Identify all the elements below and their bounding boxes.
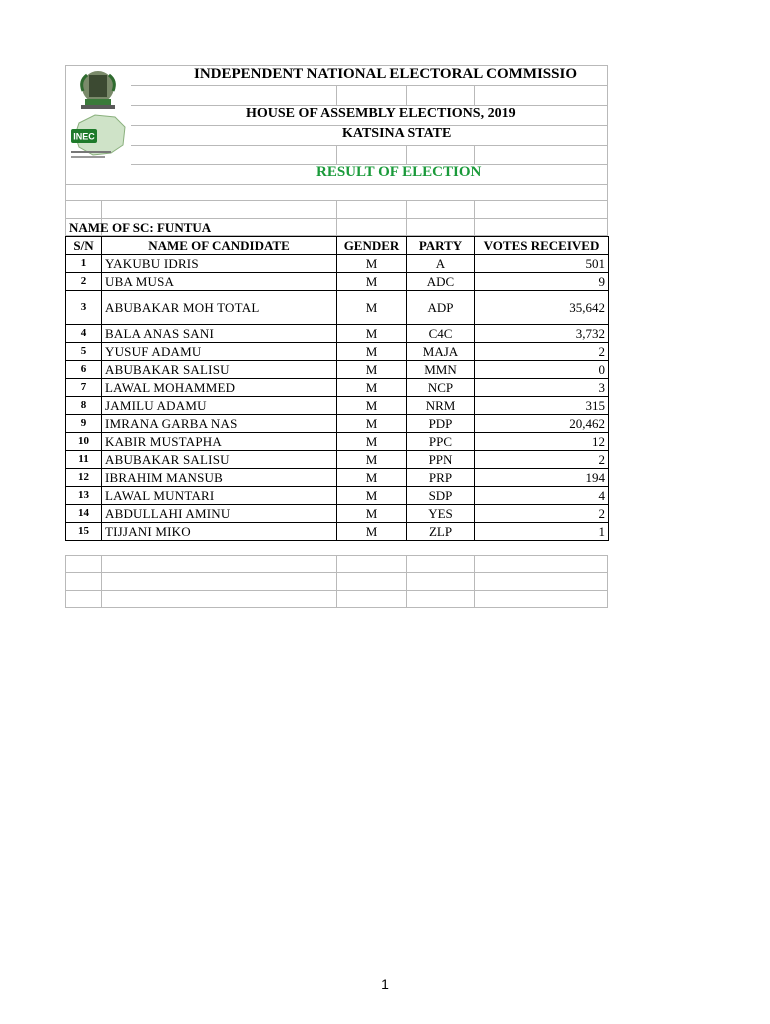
cell-votes: 35,642	[475, 291, 609, 325]
gridline	[336, 85, 337, 105]
inec-logo	[65, 65, 131, 165]
cell-party: A	[407, 255, 475, 273]
gridline	[474, 145, 475, 165]
gridline	[474, 200, 475, 236]
cell-gender: M	[337, 487, 407, 505]
cell-gender: M	[337, 397, 407, 415]
gridline	[336, 200, 337, 236]
cell-party: NCP	[407, 379, 475, 397]
gridline	[131, 145, 608, 146]
cell-gender: M	[337, 343, 407, 361]
table-row	[66, 255, 609, 273]
page-number: 1	[381, 976, 389, 992]
cell-sn: 1	[66, 255, 102, 273]
cell-party: ZLP	[407, 523, 475, 541]
cell-name: TIJJANI MIKO	[102, 523, 337, 541]
cell-gender: M	[337, 415, 407, 433]
cell-sn: 2	[66, 273, 102, 291]
cell-name: JAMILU ADAMU	[102, 397, 337, 415]
gridline	[131, 85, 608, 86]
cell-party: SDP	[407, 487, 475, 505]
cell-name: YAKUBU IDRIS	[102, 255, 337, 273]
table-row	[66, 451, 609, 469]
cell-party: C4C	[407, 325, 475, 343]
table-row	[66, 469, 609, 487]
org-title: INDEPENDENT NATIONAL ELECTORAL COMMISSIO	[194, 66, 577, 82]
cell-name: ABUBAKAR SALISU	[102, 361, 337, 379]
cell-party: PDP	[407, 415, 475, 433]
cell-votes: 2	[475, 451, 609, 469]
cell-sn: 3	[66, 291, 102, 325]
cell-votes: 4	[475, 487, 609, 505]
cell-votes: 2	[475, 505, 609, 523]
table-row	[66, 397, 609, 415]
cell-votes: 501	[475, 255, 609, 273]
cell-gender: M	[337, 433, 407, 451]
cell-party: ADC	[407, 273, 475, 291]
cell-sn: 8	[66, 397, 102, 415]
gridline	[406, 200, 407, 236]
cell-sn: 15	[66, 523, 102, 541]
cell-party: PPC	[407, 433, 475, 451]
col-party: PARTY	[407, 237, 475, 255]
cell-votes: 1	[475, 523, 609, 541]
cell-party: MAJA	[407, 343, 475, 361]
cell-gender: M	[337, 505, 407, 523]
inec-badge	[71, 129, 97, 143]
cell-party: YES	[407, 505, 475, 523]
table-row	[66, 361, 609, 379]
cell-name: BALA ANAS SANI	[102, 325, 337, 343]
gridline	[474, 555, 475, 608]
cell-name: IMRANA GARBA NAS	[102, 415, 337, 433]
gridline	[406, 145, 407, 165]
cell-name: ABUBAKAR MOH TOTAL	[102, 291, 337, 325]
gridline	[406, 555, 407, 608]
col-votes: VOTES RECEIVED	[475, 237, 609, 255]
cell-sn: 9	[66, 415, 102, 433]
cell-gender: M	[337, 523, 407, 541]
cell-gender: M	[337, 361, 407, 379]
state-title: KATSINA STATE	[342, 126, 452, 141]
table-row	[66, 505, 609, 523]
table-row	[66, 273, 609, 291]
cell-votes: 9	[475, 273, 609, 291]
cell-votes: 3	[475, 379, 609, 397]
cell-name: LAWAL MOHAMMED	[102, 379, 337, 397]
cell-votes: 315	[475, 397, 609, 415]
svg-text:INEC: INEC	[73, 131, 95, 142]
cell-votes: 2	[475, 343, 609, 361]
cell-name: UBA MUSA	[102, 273, 337, 291]
cell-gender: M	[337, 291, 407, 325]
cell-name: ABDULLAHI AMINU	[102, 505, 337, 523]
gridline	[474, 85, 475, 105]
cell-name: YUSUF ADAMU	[102, 343, 337, 361]
cell-sn: 6	[66, 361, 102, 379]
cell-gender: M	[337, 451, 407, 469]
cell-gender: M	[337, 379, 407, 397]
coat-of-arms-icon	[81, 71, 115, 109]
cell-votes: 194	[475, 469, 609, 487]
cell-gender: M	[337, 273, 407, 291]
table-row	[66, 379, 609, 397]
col-gender: GENDER	[337, 237, 407, 255]
cell-votes: 12	[475, 433, 609, 451]
cell-sn: 5	[66, 343, 102, 361]
cell-votes: 3,732	[475, 325, 609, 343]
cell-votes: 0	[475, 361, 609, 379]
cell-sn: 10	[66, 433, 102, 451]
cell-sn: 13	[66, 487, 102, 505]
cell-sn: 12	[66, 469, 102, 487]
table-row	[66, 343, 609, 361]
cell-sn: 11	[66, 451, 102, 469]
sc-label: NAME OF SC: FUNTUA	[69, 220, 212, 235]
cell-votes: 20,462	[475, 415, 609, 433]
table-row	[66, 415, 609, 433]
cell-name: IBRAHIM MANSUB	[102, 469, 337, 487]
cell-party: PRP	[407, 469, 475, 487]
cell-party: NRM	[407, 397, 475, 415]
cell-gender: M	[337, 255, 407, 273]
cell-gender: M	[337, 325, 407, 343]
cell-party: MMN	[407, 361, 475, 379]
table-header-row	[66, 237, 609, 255]
cell-party: ADP	[407, 291, 475, 325]
result-title: RESULT OF ELECTION	[316, 164, 482, 180]
gridline	[336, 145, 337, 165]
gridline	[65, 184, 608, 185]
table-row	[66, 433, 609, 451]
cell-sn: 7	[66, 379, 102, 397]
cell-name: ABUBAKAR SALISU	[102, 451, 337, 469]
col-name: NAME OF CANDIDATE	[102, 237, 337, 255]
election-title: HOUSE OF ASSEMBLY ELECTIONS, 2019	[246, 106, 516, 121]
gridline	[336, 555, 337, 608]
table-row	[66, 325, 609, 343]
cell-sn: 14	[66, 505, 102, 523]
cell-sn: 4	[66, 325, 102, 343]
table-row	[66, 487, 609, 505]
table-row	[66, 291, 609, 325]
table-row	[66, 523, 609, 541]
results-table	[65, 236, 609, 541]
gridline	[406, 85, 407, 105]
cell-name: LAWAL MUNTARI	[102, 487, 337, 505]
cell-name: KABIR MUSTAPHA	[102, 433, 337, 451]
cell-party: PPN	[407, 451, 475, 469]
gridline	[101, 555, 102, 608]
cell-gender: M	[337, 469, 407, 487]
col-sn: S/N	[66, 237, 102, 255]
